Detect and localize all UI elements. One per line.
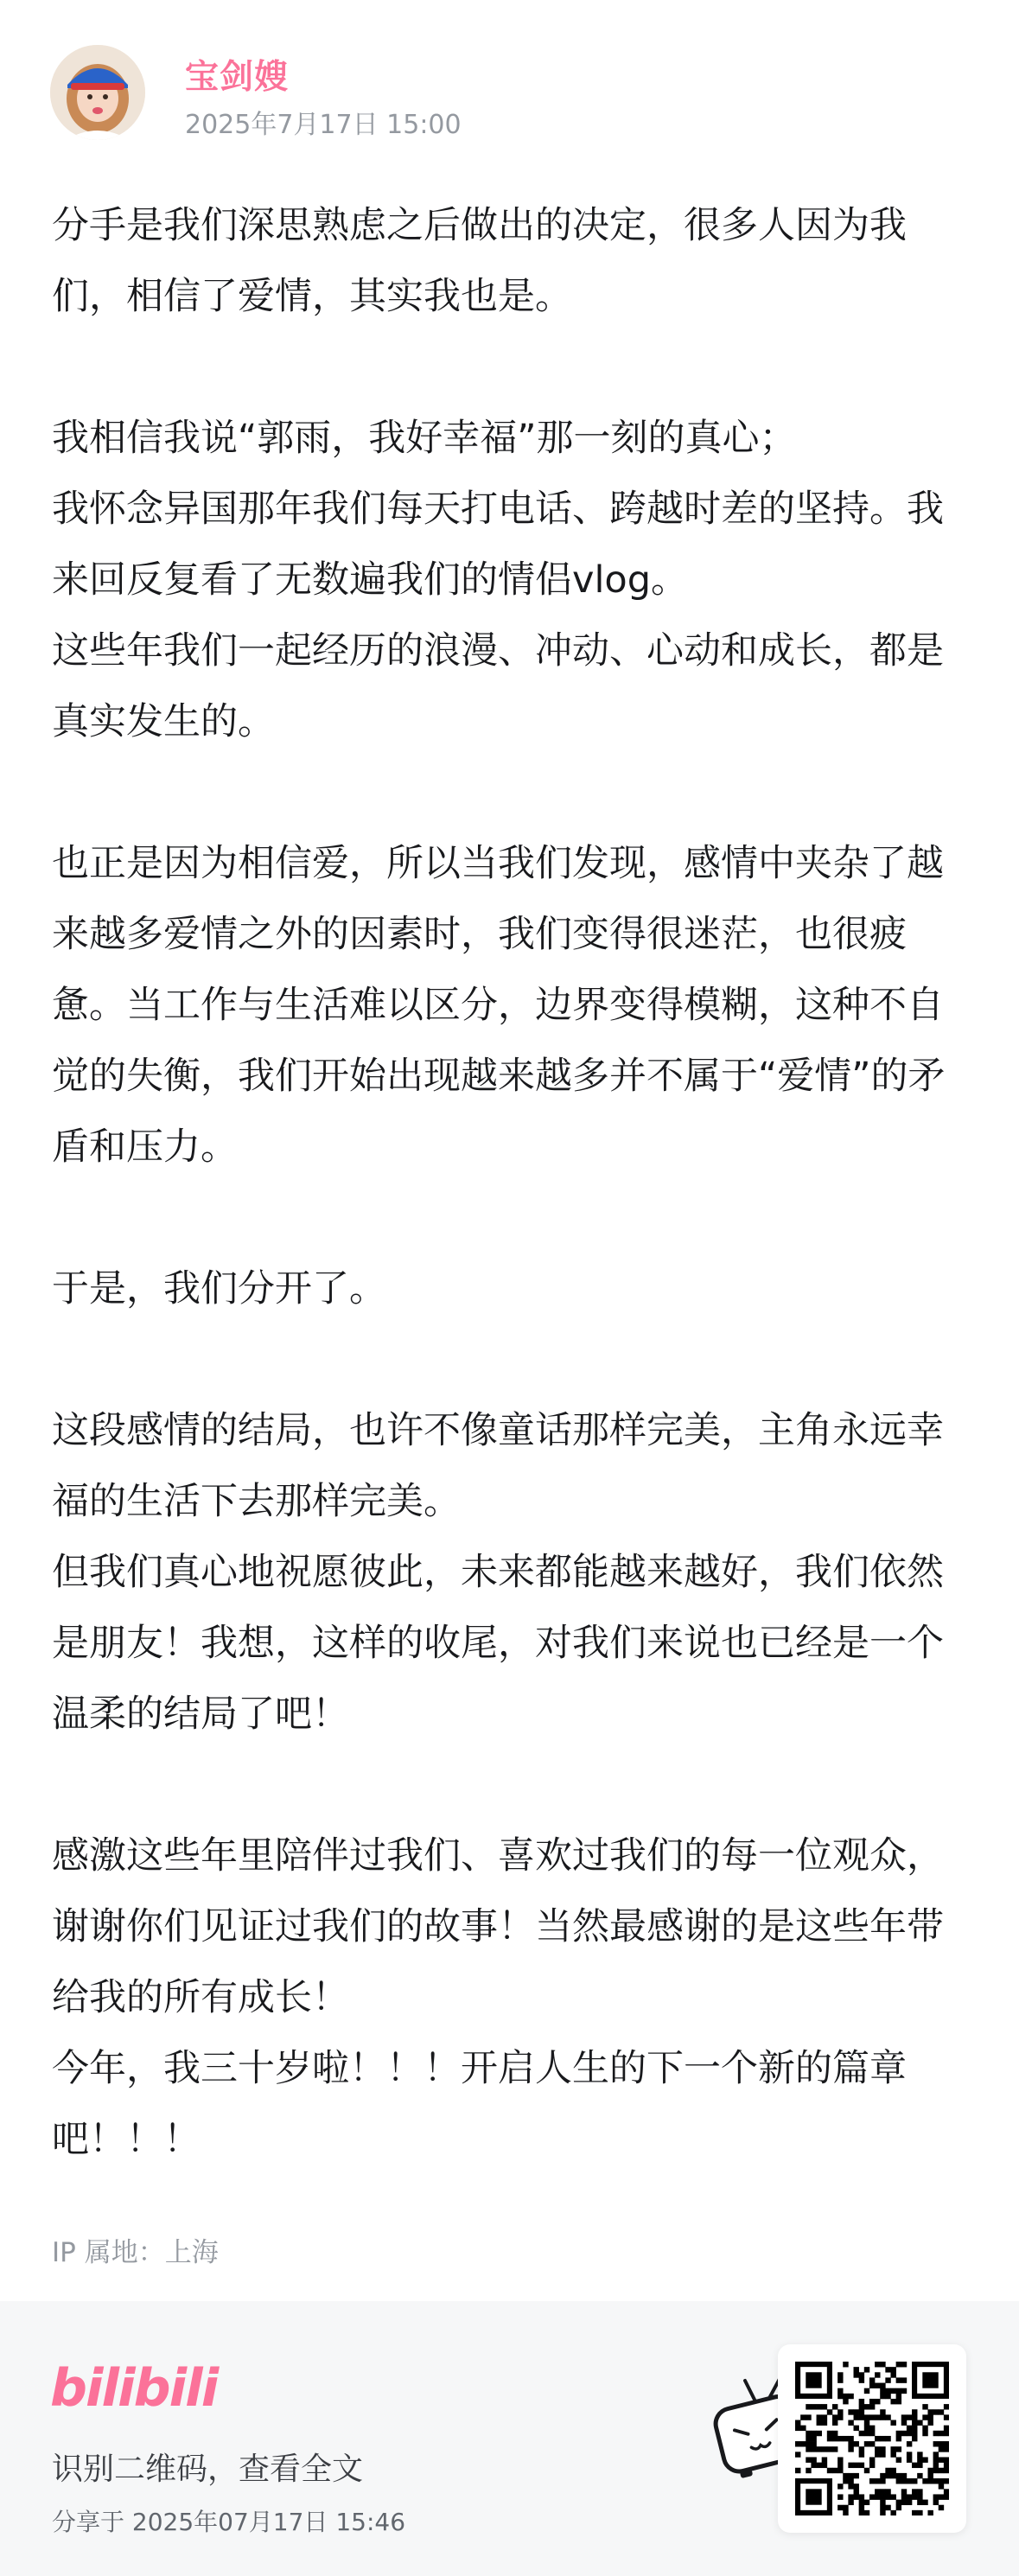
avatar[interactable] [50,45,145,140]
post-paragraph: 也正是因为相信爱，所以当我们发现，感情中夹杂了越来越多爱情之外的因素时，我们变得很迷茫，也很疲惫。当工作与生活难以区分，边界变得模糊，这种不自觉的失衡，我们开始出现越来越多并不属于“爱情”的矛盾和压力。 [52,842,946,1169]
share-footer [0,2301,1019,2576]
post-paragraph: 这段感情的结局，也许不像童话那样完美，主角永远幸福的生活下去那样完美。 但我们真心地祝愿彼此，未来都能越来越好，我们依然是朋友！我想，这样的收尾，对我们来说也已经是一个温柔的结局了吧！ [52,1409,944,1736]
post-paragraph: 分手是我们深思熟虑之后做出的决定，很多人因为我们，相信了爱情，其实我也是。 [52,204,907,318]
post-timestamp: 2025年7月17日 15:00 [185,110,462,140]
post-paragraph: 于是，我们分开了。 [52,1267,386,1310]
post-paragraph: 我相信我说“郭雨，我好幸福”那一刻的真心； 我怀念异国那年我们每天打电话、跨越时差的坚持。我来回反复看了无数遍我们的情侣vlog。 这些年我们一起经历的浪漫、冲动、心动和成长，都是真实发生的。 [52,417,944,743]
share-time: 分享于 2025年07月17日 15:46 [52,2508,406,2536]
post-paragraph: 感激这些年里陪伴过我们、喜欢过我们的每一位观众，谢谢你们见证过我们的故事！当然最感谢的是这些年带给我的所有成长！ 今年，我三十岁啦！！！开启人生的下一个新的篇章吧！！！ [52,1834,944,2161]
qr-code-icon[interactable] [778,2344,966,2533]
post-header [0,0,1019,164]
ip-location: IP 属地：上海 [52,2237,219,2268]
post-body [52,190,977,2175]
scan-hint: 识别二维码，查看全文 [52,2452,364,2487]
author-name[interactable]: 宝剑嫂 [185,58,290,97]
bilibili-logo: bilibili [50,2358,218,2419]
